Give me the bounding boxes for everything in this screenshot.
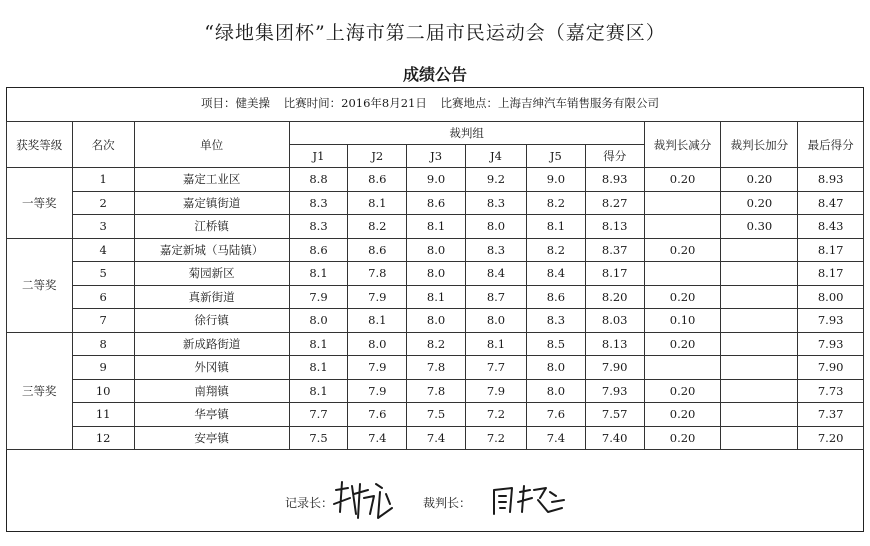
rank-cell: 9	[72, 356, 134, 380]
rank-cell: 3	[72, 215, 134, 239]
document-subtitle: 成绩公告	[402, 65, 467, 84]
score-cell: 7.57	[585, 403, 644, 427]
j5-cell: 8.5	[527, 332, 586, 356]
header-final: 最后得分	[798, 122, 864, 168]
unit-cell: 外冈镇	[134, 356, 289, 380]
bonus-cell	[721, 238, 798, 262]
unit-cell: 新成路街道	[134, 332, 289, 356]
j1-cell: 7.5	[289, 426, 348, 450]
rank-cell: 10	[72, 379, 134, 403]
final-score-cell: 7.73	[798, 379, 864, 403]
final-score-cell: 8.93	[798, 168, 864, 192]
bonus-cell	[721, 332, 798, 356]
table-row	[7, 332, 864, 356]
unit-cell: 华亭镇	[134, 403, 289, 427]
j5-cell: 8.2	[527, 191, 586, 215]
j4-cell: 8.0	[465, 309, 526, 333]
table-row	[7, 262, 864, 286]
award-level-cell: 二等奖	[7, 238, 73, 332]
j5-cell: 8.1	[527, 215, 586, 239]
j2-cell: 7.9	[348, 356, 407, 380]
header-judges-group: 裁判组	[289, 122, 644, 145]
header-j4: J4	[465, 145, 526, 168]
unit-cell: 嘉定新城（马陆镇）	[134, 238, 289, 262]
referee-signature	[490, 482, 570, 522]
table-row	[7, 309, 864, 333]
j4-cell: 8.7	[465, 285, 526, 309]
score-cell: 7.93	[585, 379, 644, 403]
rank-cell: 5	[72, 262, 134, 286]
j3-cell: 7.8	[407, 356, 466, 380]
bonus-cell	[721, 262, 798, 286]
rank-cell: 7	[72, 309, 134, 333]
bonus-cell	[721, 426, 798, 450]
unit-cell: 江桥镇	[134, 215, 289, 239]
j4-cell: 9.2	[465, 168, 526, 192]
event-info	[6, 95, 864, 111]
final-score-cell: 8.47	[798, 191, 864, 215]
award-level-cell: 一等奖	[7, 168, 73, 239]
deduct-cell	[644, 215, 721, 239]
j2-cell: 8.0	[348, 332, 407, 356]
j1-cell: 8.1	[289, 356, 348, 380]
j3-cell: 7.5	[407, 403, 466, 427]
score-cell: 8.17	[585, 262, 644, 286]
rank-cell: 8	[72, 332, 134, 356]
bonus-cell: 0.30	[721, 215, 798, 239]
deduct-cell: 0.20	[644, 168, 721, 192]
bonus-cell: 0.20	[721, 168, 798, 192]
bonus-cell	[721, 356, 798, 380]
j5-cell: 8.6	[527, 285, 586, 309]
deduct-cell: 0.20	[644, 332, 721, 356]
j5-cell: 8.4	[527, 262, 586, 286]
unit-cell: 菊园新区	[134, 262, 289, 286]
j2-cell: 8.1	[348, 191, 407, 215]
j3-cell: 8.0	[407, 309, 466, 333]
final-score-cell: 7.90	[798, 356, 864, 380]
j4-cell: 7.9	[465, 379, 526, 403]
j3-cell: 8.2	[407, 332, 466, 356]
header-j3: J3	[407, 145, 466, 168]
j1-cell: 8.1	[289, 379, 348, 403]
award-level-cell: 三等奖	[7, 332, 73, 450]
event-place: 比赛地点：上海吉绅汽车销售服务有限公司	[440, 96, 660, 110]
j2-cell: 7.4	[348, 426, 407, 450]
j1-cell: 8.3	[289, 215, 348, 239]
rank-cell: 1	[72, 168, 134, 192]
deduct-cell	[644, 191, 721, 215]
j1-cell: 8.1	[289, 332, 348, 356]
score-cell: 8.93	[585, 168, 644, 192]
j2-cell: 7.9	[348, 379, 407, 403]
j1-cell: 8.8	[289, 168, 348, 192]
table-row	[7, 426, 864, 450]
deduct-cell: 0.20	[644, 426, 721, 450]
j1-cell: 7.7	[289, 403, 348, 427]
j5-cell: 9.0	[527, 168, 586, 192]
bonus-cell	[721, 285, 798, 309]
j4-cell: 7.2	[465, 426, 526, 450]
j2-cell: 7.6	[348, 403, 407, 427]
j4-cell: 8.0	[465, 215, 526, 239]
score-cell: 8.27	[585, 191, 644, 215]
j4-cell: 8.3	[465, 238, 526, 262]
score-cell: 7.90	[585, 356, 644, 380]
j3-cell: 8.0	[407, 238, 466, 262]
j2-cell: 7.9	[348, 285, 407, 309]
table-row	[7, 285, 864, 309]
deduct-cell	[644, 262, 721, 286]
event-project: 项目：健美操	[200, 96, 270, 110]
deduct-cell: 0.20	[644, 403, 721, 427]
header-j1: J1	[289, 145, 348, 168]
final-score-cell: 8.17	[798, 238, 864, 262]
table-row	[7, 379, 864, 403]
rank-cell: 2	[72, 191, 134, 215]
j1-cell: 8.6	[289, 238, 348, 262]
final-score-cell: 7.20	[798, 426, 864, 450]
bonus-cell: 0.20	[721, 191, 798, 215]
j4-cell: 8.3	[465, 191, 526, 215]
table-row	[7, 168, 864, 192]
unit-cell: 安亭镇	[134, 426, 289, 450]
recorder-signature	[330, 478, 398, 522]
j3-cell: 7.4	[407, 426, 466, 450]
j2-cell: 8.1	[348, 309, 407, 333]
unit-cell: 徐行镇	[134, 309, 289, 333]
j2-cell: 8.6	[348, 168, 407, 192]
final-score-cell: 8.17	[798, 262, 864, 286]
j3-cell: 7.8	[407, 379, 466, 403]
j4-cell: 7.2	[465, 403, 526, 427]
j3-cell: 8.0	[407, 262, 466, 286]
final-score-cell: 7.37	[798, 403, 864, 427]
referee-label: 裁判长：	[423, 496, 472, 510]
j1-cell: 8.1	[289, 262, 348, 286]
score-cell: 8.13	[585, 215, 644, 239]
unit-cell: 嘉定镇街道	[134, 191, 289, 215]
j3-cell: 8.1	[407, 285, 466, 309]
header-rank: 名次	[72, 122, 134, 168]
j2-cell: 8.2	[348, 215, 407, 239]
j5-cell: 7.4	[527, 426, 586, 450]
unit-cell: 嘉定工业区	[134, 168, 289, 192]
score-cell: 8.13	[585, 332, 644, 356]
table-row	[7, 215, 864, 239]
score-cell: 7.40	[585, 426, 644, 450]
final-score-cell: 7.93	[798, 309, 864, 333]
final-score-cell: 8.43	[798, 215, 864, 239]
j5-cell: 8.0	[527, 379, 586, 403]
rank-cell: 6	[72, 285, 134, 309]
unit-cell: 南翔镇	[134, 379, 289, 403]
table-row	[7, 403, 864, 427]
header-deduct: 裁判长减分	[644, 122, 721, 168]
deduct-cell: 0.20	[644, 379, 721, 403]
score-cell: 8.37	[585, 238, 644, 262]
j4-cell: 8.1	[465, 332, 526, 356]
rank-cell: 12	[72, 426, 134, 450]
j3-cell: 8.1	[407, 215, 466, 239]
table-row	[7, 356, 864, 380]
j2-cell: 8.6	[348, 238, 407, 262]
final-score-cell: 8.00	[798, 285, 864, 309]
score-table-body	[7, 168, 864, 450]
score-cell: 8.03	[585, 309, 644, 333]
event-time: 比赛时间：2016年8月21日	[283, 96, 427, 110]
recorder-label: 记录长：	[285, 496, 334, 510]
bonus-cell	[721, 379, 798, 403]
unit-cell: 真新街道	[134, 285, 289, 309]
score-cell: 8.20	[585, 285, 644, 309]
header-bonus: 裁判长加分	[721, 122, 798, 168]
deduct-cell: 0.20	[644, 238, 721, 262]
table-row	[7, 191, 864, 215]
deduct-cell: 0.10	[644, 309, 721, 333]
header-j2: J2	[348, 145, 407, 168]
j4-cell: 7.7	[465, 356, 526, 380]
document-title: “绿地集团杯”上海市第二届市民运动会（嘉定赛区）	[204, 22, 666, 44]
j4-cell: 8.4	[465, 262, 526, 286]
deduct-cell	[644, 356, 721, 380]
rank-cell: 4	[72, 238, 134, 262]
deduct-cell: 0.20	[644, 285, 721, 309]
j3-cell: 8.6	[407, 191, 466, 215]
j2-cell: 7.8	[348, 262, 407, 286]
header-unit: 单位	[134, 122, 289, 168]
j1-cell: 8.3	[289, 191, 348, 215]
j1-cell: 7.9	[289, 285, 348, 309]
j5-cell: 8.2	[527, 238, 586, 262]
j1-cell: 8.0	[289, 309, 348, 333]
table-row	[7, 238, 864, 262]
j5-cell: 8.3	[527, 309, 586, 333]
header-j5: J5	[527, 145, 586, 168]
final-score-cell: 7.93	[798, 332, 864, 356]
header-award: 获奖等级	[7, 122, 73, 168]
rank-cell: 11	[72, 403, 134, 427]
j3-cell: 9.0	[407, 168, 466, 192]
bonus-cell	[721, 309, 798, 333]
bonus-cell	[721, 403, 798, 427]
score-table	[6, 121, 864, 450]
header-score: 得分	[585, 145, 644, 168]
j5-cell: 7.6	[527, 403, 586, 427]
j5-cell: 8.0	[527, 356, 586, 380]
